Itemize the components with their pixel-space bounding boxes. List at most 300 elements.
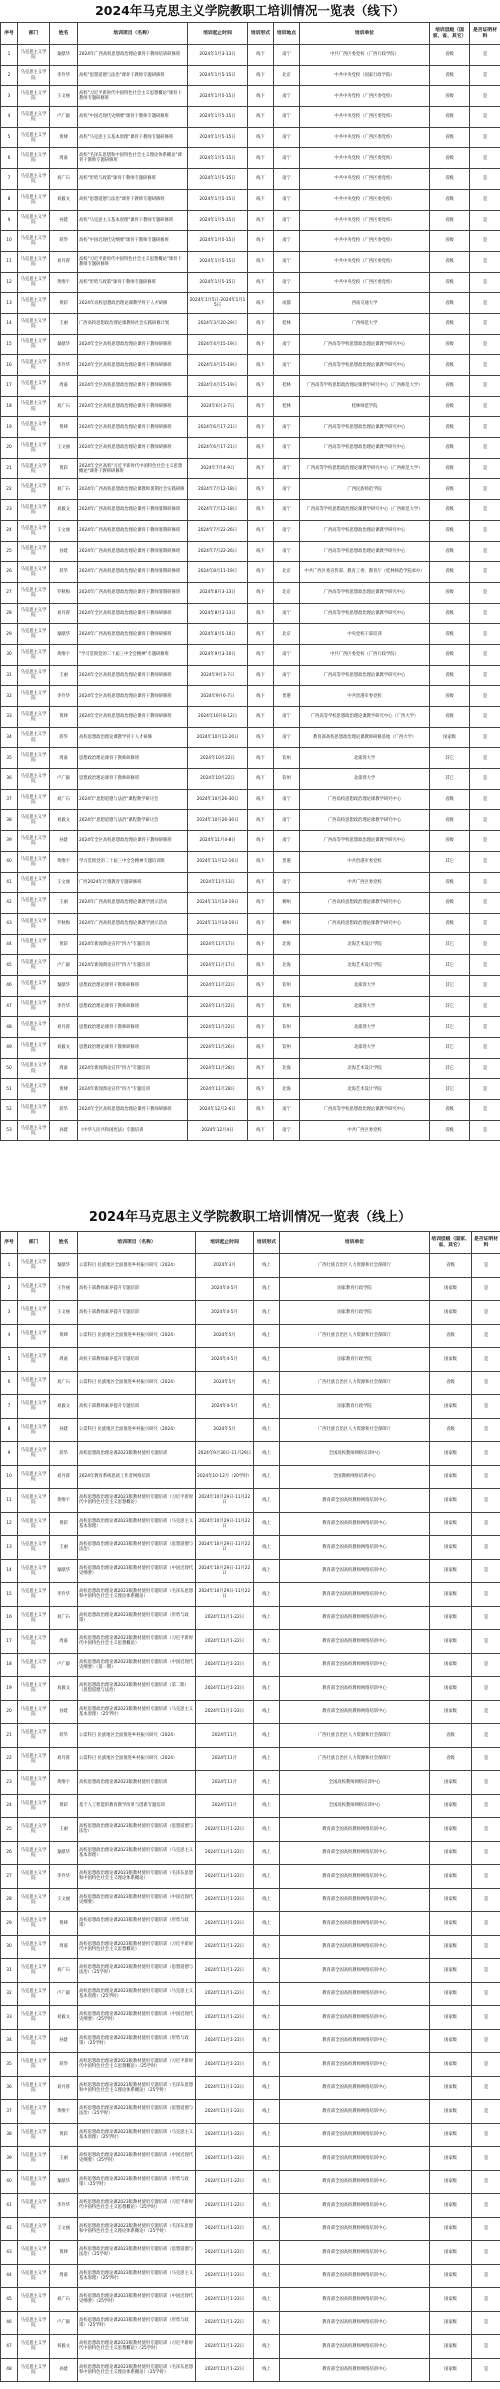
table-cell: 2024年1月5-15日 xyxy=(188,169,248,190)
table-cell: 高校思想政治理论课2023版教材使用专题培训（马克思主义基本原理） xyxy=(78,1841,196,1865)
table-cell: 高校"思想道德与法治"课骨干教师专题研修班 xyxy=(78,65,188,86)
table-cell: 其它 xyxy=(430,1079,470,1100)
table-cell: 38 xyxy=(1,810,18,831)
table-cell: 2024年教育系统思政工作者网络培训 xyxy=(78,1465,196,1489)
table-cell: 南宁 xyxy=(274,500,300,521)
table-cell: 是 xyxy=(470,1100,500,1121)
table-cell: 线上 xyxy=(254,1818,280,1842)
table-cell: 王文丽 xyxy=(50,520,78,541)
table-cell: 2024年全区高校"习近平新时代中国特色社会主义思想概论"课骨干教师研修班 xyxy=(78,458,188,479)
table-cell: 线上 xyxy=(254,1841,280,1865)
table-cell: 马克思主义学院 xyxy=(18,520,50,541)
table-cell: 南宁 xyxy=(274,831,300,852)
table-cell: 马克思主义学院 xyxy=(18,1442,50,1466)
table-cell: 马克思主义学院 xyxy=(18,458,50,479)
table-cell: 20 xyxy=(1,1700,18,1724)
table-cell: 广西壮族自治区人力资源和社会保障厅 xyxy=(280,1254,430,1278)
table-cell: 线下 xyxy=(248,913,274,934)
table-cell: 线下 xyxy=(248,1100,274,1121)
table-cell: 公需科目 民族地区全面推进乡村振兴研究（2024） xyxy=(78,1747,196,1771)
table-cell: 罗秋梅 xyxy=(50,913,78,934)
column-header: 培训项目（名称） xyxy=(78,1232,196,1254)
table-cell: 线上 xyxy=(254,1418,280,1442)
table-cell: 是 xyxy=(470,851,500,872)
table-cell: 2024年11月17日 xyxy=(188,934,248,955)
table-cell: 2024年广西高校思想政治理论课骨干教师暑期研修班 xyxy=(78,582,188,603)
table-cell: 马克思主义学院 xyxy=(18,2006,50,2030)
table-cell: 线上 xyxy=(254,1277,280,1301)
table-cell: 2024年新闻舆论宣传"四力"专题培训 xyxy=(78,955,188,976)
table-cell: 其它 xyxy=(430,955,470,976)
table-cell: 线下 xyxy=(248,831,274,852)
table-cell: 孙建 xyxy=(50,2029,78,2053)
table-cell: 13 xyxy=(1,293,18,314)
table-cell: 南宁 xyxy=(274,189,300,210)
table-cell: 7 xyxy=(1,1395,18,1419)
table-cell: 是 xyxy=(472,1794,500,1818)
table-cell: 线上 xyxy=(254,1254,280,1278)
table-cell: 2024年"思想道德与法治"课程教学研讨会 xyxy=(78,810,188,831)
table-cell: 是 xyxy=(470,769,500,790)
table-cell: 2024年11月4-8日 xyxy=(188,831,248,852)
table-cell: 马克思主义学院 xyxy=(18,1865,50,1889)
table-cell: 其它 xyxy=(430,996,470,1017)
column-header: 序号 xyxy=(1,23,18,45)
table-cell: 省级 xyxy=(430,479,470,500)
table-cell: 国家教育行政学院 xyxy=(280,1277,430,1301)
table-cell: 省级 xyxy=(430,107,470,128)
table-cell: 中共中央党校（广西区委党校） xyxy=(300,86,430,107)
table-cell: 马克思主义学院 xyxy=(18,1935,50,1959)
table-row xyxy=(1,65,500,86)
table-cell: 马克思主义学院 xyxy=(18,913,50,934)
table-cell: 是 xyxy=(470,934,500,955)
table-cell: 25 xyxy=(1,1818,18,1842)
table-cell: 桂林 xyxy=(274,396,300,417)
table-cell: 2024年11月1-22日 xyxy=(196,2053,254,2077)
table-row xyxy=(1,417,500,438)
table-cell: 省级 xyxy=(430,148,470,169)
table-cell: 其它 xyxy=(430,1058,470,1079)
table-cell: 高校思想政治理论课2023版教材使用专题培训（习近平新时代中国特色社会主义思想概论） xyxy=(78,1489,196,1513)
table-cell: 2024年1月5-15日 xyxy=(188,231,248,252)
table-cell: 线上 xyxy=(254,2053,280,2077)
table-cell: 广西高校思想政治理论课教学研究中心 xyxy=(300,913,430,934)
table-cell: 线下 xyxy=(248,851,274,872)
table-cell: 马克思主义学院 xyxy=(18,2264,50,2288)
table-cell: 广西高等学校思想政治理论课教学研究中心 xyxy=(300,520,430,541)
table-cell: 是 xyxy=(472,1606,500,1630)
table-cell: 12 xyxy=(1,1512,18,1536)
table-cell: 教育部全国高校教师网络培训中心 xyxy=(280,2123,430,2147)
table-cell: 教育部全国高校教师网络培训中心 xyxy=(280,1888,430,1912)
table-cell: 32 xyxy=(1,1982,18,2006)
table-cell: 线上 xyxy=(254,2311,280,2335)
table-cell: 线上 xyxy=(254,2358,280,2382)
table-cell: 南宁 xyxy=(274,438,300,459)
table-cell: 省级 xyxy=(430,913,470,934)
table-cell: 1 xyxy=(1,45,18,66)
table-cell: 思想政治理论课骨干教师研修班 xyxy=(78,1017,188,1038)
table-cell: 2024年7月12-18日 xyxy=(188,500,248,521)
table-cell: 国家级 xyxy=(430,2053,472,2077)
table-cell: 马克思主义学院 xyxy=(18,272,50,293)
table-cell: 教育部全国高校教师网络培训中心 xyxy=(280,2170,430,2194)
table-cell: 王文丽 xyxy=(50,438,78,459)
table-cell: 教育部全国高校教师网络培训中心 xyxy=(280,2147,430,2171)
table-cell: 公需科目 民族地区全面推进乡村振兴研究（2024） xyxy=(78,1724,196,1748)
table-cell: 46 xyxy=(1,2311,18,2335)
table-cell: 2024年11月1-22日 xyxy=(196,1912,254,1936)
table-cell: 王丽 xyxy=(50,893,78,914)
table-row xyxy=(1,1700,500,1724)
table-cell: 高校思想政治理论课2023版教材使用专题培训（思想道德与法治）（25学时） xyxy=(78,2241,196,2265)
table-cell: 马克思主义学院 xyxy=(18,355,50,376)
table-cell: 是 xyxy=(470,1038,500,1059)
table-cell: 桂林 xyxy=(274,313,300,334)
online-training-table xyxy=(0,1231,500,2382)
table-cell: 省级 xyxy=(430,127,470,148)
table-cell: 19 xyxy=(1,1677,18,1701)
table-cell: 马克思主义学院 xyxy=(18,2170,50,2194)
table-cell: 2024年7月22-26日 xyxy=(188,541,248,562)
table-cell: 9 xyxy=(1,1442,18,1466)
table-cell: 刘广石 xyxy=(50,479,78,500)
table-cell: 南宁 xyxy=(274,251,300,272)
table-cell: 是 xyxy=(472,1371,500,1395)
table-cell: 线下 xyxy=(248,107,274,128)
table-cell: 8 xyxy=(1,1418,18,1442)
table-cell: 王文丽 xyxy=(50,2217,78,2241)
table-cell: 王伶丽 xyxy=(50,1277,78,1301)
table-cell: 刘丹蓉 xyxy=(50,251,78,272)
table-row xyxy=(1,45,500,66)
table-row xyxy=(1,1277,500,1301)
table-cell: 44 xyxy=(1,934,18,955)
table-cell: 2024年4月15-19日 xyxy=(188,355,248,376)
table-cell: 线下 xyxy=(248,1120,274,1141)
table-cell: 高校思想政治理论课教学骨干人才研修 xyxy=(78,727,188,748)
table-cell: 2024年10-12月（20学时） xyxy=(196,1465,254,1489)
table-cell: 31 xyxy=(1,665,18,686)
table-cell: 是 xyxy=(472,1700,500,1724)
table-cell: 12 xyxy=(1,272,18,293)
table-cell: 广西高等学校思想政治理论课教学研究中心 xyxy=(300,831,430,852)
table-cell: 2024年10月29日-11月22日 xyxy=(196,1489,254,1513)
table-cell: 马克思主义学院 xyxy=(18,1395,50,1419)
table-cell: 南宁 xyxy=(274,272,300,293)
table-cell: 42 xyxy=(1,2217,18,2241)
table-cell: 2024年9月3-10日 xyxy=(188,644,248,665)
table-cell: 省级 xyxy=(430,396,470,417)
table-cell: 教育部全国高校教师网络培训中心 xyxy=(280,2006,430,2030)
table-cell: 马克思主义学院 xyxy=(18,2241,50,2265)
table-cell: 马克思主义学院 xyxy=(18,1512,50,1536)
table-row xyxy=(1,1959,500,1983)
table-cell: 2024年广西高校思想政治理论课骨干教师暑期研修班 xyxy=(78,520,188,541)
table-cell: 线上 xyxy=(254,1371,280,1395)
table-cell: 高校思想政治理论课2023版教材使用专题培训（形势与政策） xyxy=(78,1912,196,1936)
table-cell: 2024年9月6-7日 xyxy=(188,686,248,707)
table-cell: 广西高等学校思想政治理论课教学研究中心 xyxy=(300,355,430,376)
table-cell: 秦献华 xyxy=(50,1559,78,1583)
table-cell: 2024年11月1-22日 xyxy=(196,2100,254,2124)
table-cell: 孙建 xyxy=(50,1120,78,1141)
table-row xyxy=(1,107,500,128)
table-cell: 是 xyxy=(472,2217,500,2241)
table-cell: 2024年10月8-12日 xyxy=(188,707,248,728)
table-cell: 中共中央党校（广西区委党校） xyxy=(300,272,430,293)
table-cell: 2024年7月22-26日 xyxy=(188,520,248,541)
table-cell: 中共广西区委党校 xyxy=(300,872,430,893)
table-cell: 黄彩 xyxy=(50,1512,78,1536)
table-cell: 省级 xyxy=(430,86,470,107)
table-cell: 省级 xyxy=(430,65,470,86)
table-cell: 省级 xyxy=(430,1100,470,1121)
table-cell: 刘广石 xyxy=(50,1959,78,1983)
table-cell: 线上 xyxy=(254,1324,280,1348)
table-cell: 线上 xyxy=(254,1301,280,1325)
table-cell: 是 xyxy=(470,86,500,107)
table-row xyxy=(1,851,500,872)
table-cell: 2024年4-5月 xyxy=(196,1301,254,1325)
table-cell: 马克思主义学院 xyxy=(18,65,50,86)
table-cell: 南宁 xyxy=(274,148,300,169)
table-cell: 是 xyxy=(470,789,500,810)
table-cell: 马克思主义学院 xyxy=(18,1418,50,1442)
table-cell: 国家级 xyxy=(430,2123,472,2147)
table-cell: 《中华人民共和国宪法》专题培训 xyxy=(78,1120,188,1141)
table-row xyxy=(1,210,500,231)
table-cell: 国家级 xyxy=(430,1818,472,1842)
table-cell: 41 xyxy=(1,872,18,893)
table-row xyxy=(1,1935,500,1959)
table-cell: 马克思主义学院 xyxy=(18,769,50,790)
table-cell: 线下 xyxy=(248,479,274,500)
table-row xyxy=(1,2123,500,2147)
table-cell: 省级 xyxy=(430,1747,472,1771)
table-cell: 2024年11月1-22日 xyxy=(196,1959,254,1983)
table-row xyxy=(1,1301,500,1325)
table-cell: 高校思想政治理论课2023版教材使用专题培训（思想道德与法治）（25学时） xyxy=(78,2100,196,2124)
table-cell: 线下 xyxy=(248,293,274,314)
table-cell: 2024年8月5-10日 xyxy=(188,624,248,645)
table-row xyxy=(1,893,500,914)
table-cell: 线上 xyxy=(254,1865,280,1889)
table-cell: 国家级 xyxy=(430,2288,472,2312)
table-cell: 是 xyxy=(470,417,500,438)
table-cell: 线下 xyxy=(248,665,274,686)
table-cell: 南宁 xyxy=(274,355,300,376)
table-cell: 29 xyxy=(1,624,18,645)
table-cell: 秦献华 xyxy=(50,975,78,996)
table-cell: 孙建 xyxy=(50,1418,78,1442)
table-cell: 2024年11月14-19日 xyxy=(188,893,248,914)
table-cell: 教育部全国高校教师网络培训中心 xyxy=(280,1677,430,1701)
table-cell: 马克思主义学院 xyxy=(18,1536,50,1560)
table-cell: 是 xyxy=(470,913,500,934)
table-cell: 是 xyxy=(470,686,500,707)
table-cell: 2024年10月26-30日 xyxy=(188,810,248,831)
table-cell: 广西高等学校思想政治理论课教学研究中心 xyxy=(300,1100,430,1121)
table-cell: 高校思想政治理论课2023版教材使用专题培训（马克思主义基本原理） xyxy=(78,1512,196,1536)
table-cell: 省级 xyxy=(430,562,470,583)
table-cell: 是 xyxy=(470,520,500,541)
column-header: 培训形式 xyxy=(248,23,274,45)
table-row xyxy=(1,1724,500,1748)
table-cell: 是 xyxy=(470,624,500,645)
table-cell: 高校思想政治理论课2023版教材使用专题培训（马克思主义基本原理）（25学时） xyxy=(78,1982,196,2006)
table-cell: 线上 xyxy=(254,1935,280,1959)
table-cell: 2024年广西高校思想政治理论课教学展示活动 xyxy=(78,893,188,914)
table-cell: 高校思想政治理论课2023版教材使用专题培训（习近平新时代中国特色社会主义思想概论） xyxy=(78,1935,196,1959)
table-cell: 是 xyxy=(472,2053,500,2077)
table-cell: 是 xyxy=(472,2241,500,2265)
table-cell: 马克思主义学院 xyxy=(18,810,50,831)
table-cell: 省级 xyxy=(430,272,470,293)
table-cell: 广西高校思想政治理论课教学研究中心 xyxy=(300,789,430,810)
table-row xyxy=(1,644,500,665)
table-cell: 51 xyxy=(1,1079,18,1100)
table-cell: 是 xyxy=(472,1771,500,1795)
table-cell: 国家级 xyxy=(430,1912,472,1936)
table-cell: 南宁 xyxy=(274,707,300,728)
table-cell: 线下 xyxy=(248,272,274,293)
table-row xyxy=(1,272,500,293)
table-cell: 王丽 xyxy=(50,665,78,686)
table-cell: 17 xyxy=(1,376,18,397)
column-header: 培训单位 xyxy=(300,23,430,45)
table-cell: 省级 xyxy=(430,624,470,645)
table-cell: 2024年4-5月 xyxy=(196,1277,254,1301)
table-cell: 线下 xyxy=(248,458,274,479)
table-cell: 省级 xyxy=(430,231,470,252)
table-cell: 线下 xyxy=(248,934,274,955)
table-cell: 马克思主义学院 xyxy=(18,2147,50,2171)
table-cell: 是 xyxy=(472,1559,500,1583)
table-row xyxy=(1,86,500,107)
table-cell: 是 xyxy=(470,810,500,831)
table-cell: 线下 xyxy=(248,541,274,562)
table-cell: 中共中央党校（广西区委党校） xyxy=(300,210,430,231)
table-cell: 南宁 xyxy=(274,231,300,252)
table-cell: 是 xyxy=(470,293,500,314)
table-row xyxy=(1,955,500,976)
table-cell: 2024年广西高校思想政治理论课骨干教师暑期研修班 xyxy=(78,562,188,583)
table-cell: 3 xyxy=(1,86,18,107)
table-cell: 李伶华 xyxy=(50,1865,78,1889)
table-cell: 马克思主义学院 xyxy=(18,1959,50,1983)
table-row xyxy=(1,1677,500,1701)
table-cell: 广西高等学校思想政治理论课教学研究中心 xyxy=(300,334,430,355)
table-row xyxy=(1,1442,500,1466)
table-cell: 2024年1月5日-2024年1月15日 xyxy=(188,293,248,314)
table-row xyxy=(1,148,500,169)
table-cell: 是 xyxy=(472,1583,500,1607)
table-cell: 教育部全国高校教师网络培训中心 xyxy=(280,1865,430,1889)
column-header: 部门 xyxy=(18,1232,50,1254)
table-cell: 线下 xyxy=(248,872,274,893)
table-cell: 国家级 xyxy=(430,2029,472,2053)
table-cell: 线下 xyxy=(248,355,274,376)
table-cell: 是 xyxy=(470,148,500,169)
table-cell: 是 xyxy=(472,1442,500,1466)
table-cell: 国家教育行政学院 xyxy=(280,1348,430,1372)
table-cell: 省级 xyxy=(430,438,470,459)
table-row xyxy=(1,1747,500,1771)
table-cell: 是 xyxy=(470,603,500,624)
table-cell: 马克思主义学院 xyxy=(18,1371,50,1395)
table-cell: 2024年10月29日-11月22日 xyxy=(196,1559,254,1583)
table-cell: 省级 xyxy=(430,293,470,314)
table-cell: 48 xyxy=(1,2358,18,2382)
table-cell: 马克思主义学院 xyxy=(18,2288,50,2312)
table-cell: 高校思想政治理论课2023版教材使用专题培训（毛泽东思想和中国特色社会主义理论体系概论）（25学时） xyxy=(78,2217,196,2241)
table-cell: 王文丽 xyxy=(50,86,78,107)
table-cell: 6 xyxy=(1,148,18,169)
table-cell: 孙建 xyxy=(50,210,78,231)
table-cell: 7 xyxy=(1,169,18,190)
table-cell: 2024年6月17-21日 xyxy=(188,417,248,438)
table-cell: 卢广毅 xyxy=(50,2311,78,2335)
table-cell: 16 xyxy=(1,355,18,376)
table-cell: 刘广石 xyxy=(50,789,78,810)
table-row xyxy=(1,831,500,852)
table-cell: 国家教育行政学院 xyxy=(280,1395,430,1419)
table-cell: 2024年10月29日-11月22日 xyxy=(196,1583,254,1607)
table-cell: 省级 xyxy=(430,686,470,707)
table-cell: 2024年11月28日 xyxy=(188,1079,248,1100)
table-cell: 高校思想政治理论课2023版教材使用专题培训 xyxy=(78,1771,196,1795)
table-cell: 刘毅文 xyxy=(50,500,78,521)
table-row xyxy=(1,1120,500,1141)
table-cell: 14 xyxy=(1,313,18,334)
table-cell: 是 xyxy=(472,1348,500,1372)
table-cell: 2024年11月 xyxy=(196,1771,254,1795)
table-cell: 马克思主义学院 xyxy=(18,1653,50,1677)
table-cell: 21 xyxy=(1,1724,18,1748)
table-cell: 是 xyxy=(470,727,500,748)
table-cell: 2024年11月1-22日 xyxy=(196,2147,254,2171)
table-cell: 黄肆 xyxy=(50,1079,78,1100)
table-cell: 黄彩 xyxy=(50,293,78,314)
table-cell: 马克思主义学院 xyxy=(18,148,50,169)
table-cell: 周嘉 xyxy=(50,1935,78,1959)
table-cell: 马克思主义学院 xyxy=(18,251,50,272)
table-cell: 孙建 xyxy=(50,1700,78,1724)
table-cell: 南宁 xyxy=(274,603,300,624)
table-cell: 是 xyxy=(472,1959,500,1983)
table-cell: 国家级 xyxy=(430,1301,472,1325)
table-cell: 2024年11月1-22日 xyxy=(196,1818,254,1842)
table-cell: 国家级 xyxy=(430,1348,472,1372)
table-cell: 是 xyxy=(470,396,500,417)
table-cell: 周嘉 xyxy=(50,148,78,169)
table-cell: "学习贯彻党的二十届三中全会精神"专题研修班 xyxy=(78,644,188,665)
table-row xyxy=(1,2076,500,2100)
table-cell: 南宁 xyxy=(274,479,300,500)
table-cell: 线下 xyxy=(248,251,274,272)
table-cell: 是 xyxy=(472,1277,500,1301)
table-cell: 思想政治理论课骨干教师研修班 xyxy=(78,769,188,790)
table-cell: 省级 xyxy=(430,45,470,66)
table-cell: 黄维宇 xyxy=(50,851,78,872)
table-cell: 2024年全区高校思想政治理论课骨干教师研修班 xyxy=(78,707,188,728)
table-cell: 2024年4-5月 xyxy=(196,1348,254,1372)
table-cell: 广西高等学校思想政治理论课教学研究中心（广西师范大学） xyxy=(300,500,430,521)
table-cell: 广西高等学校思想政治理论课教学研究中心（广西师范大学） xyxy=(300,458,430,479)
table-cell: 马克思主义学院 xyxy=(18,1606,50,1630)
